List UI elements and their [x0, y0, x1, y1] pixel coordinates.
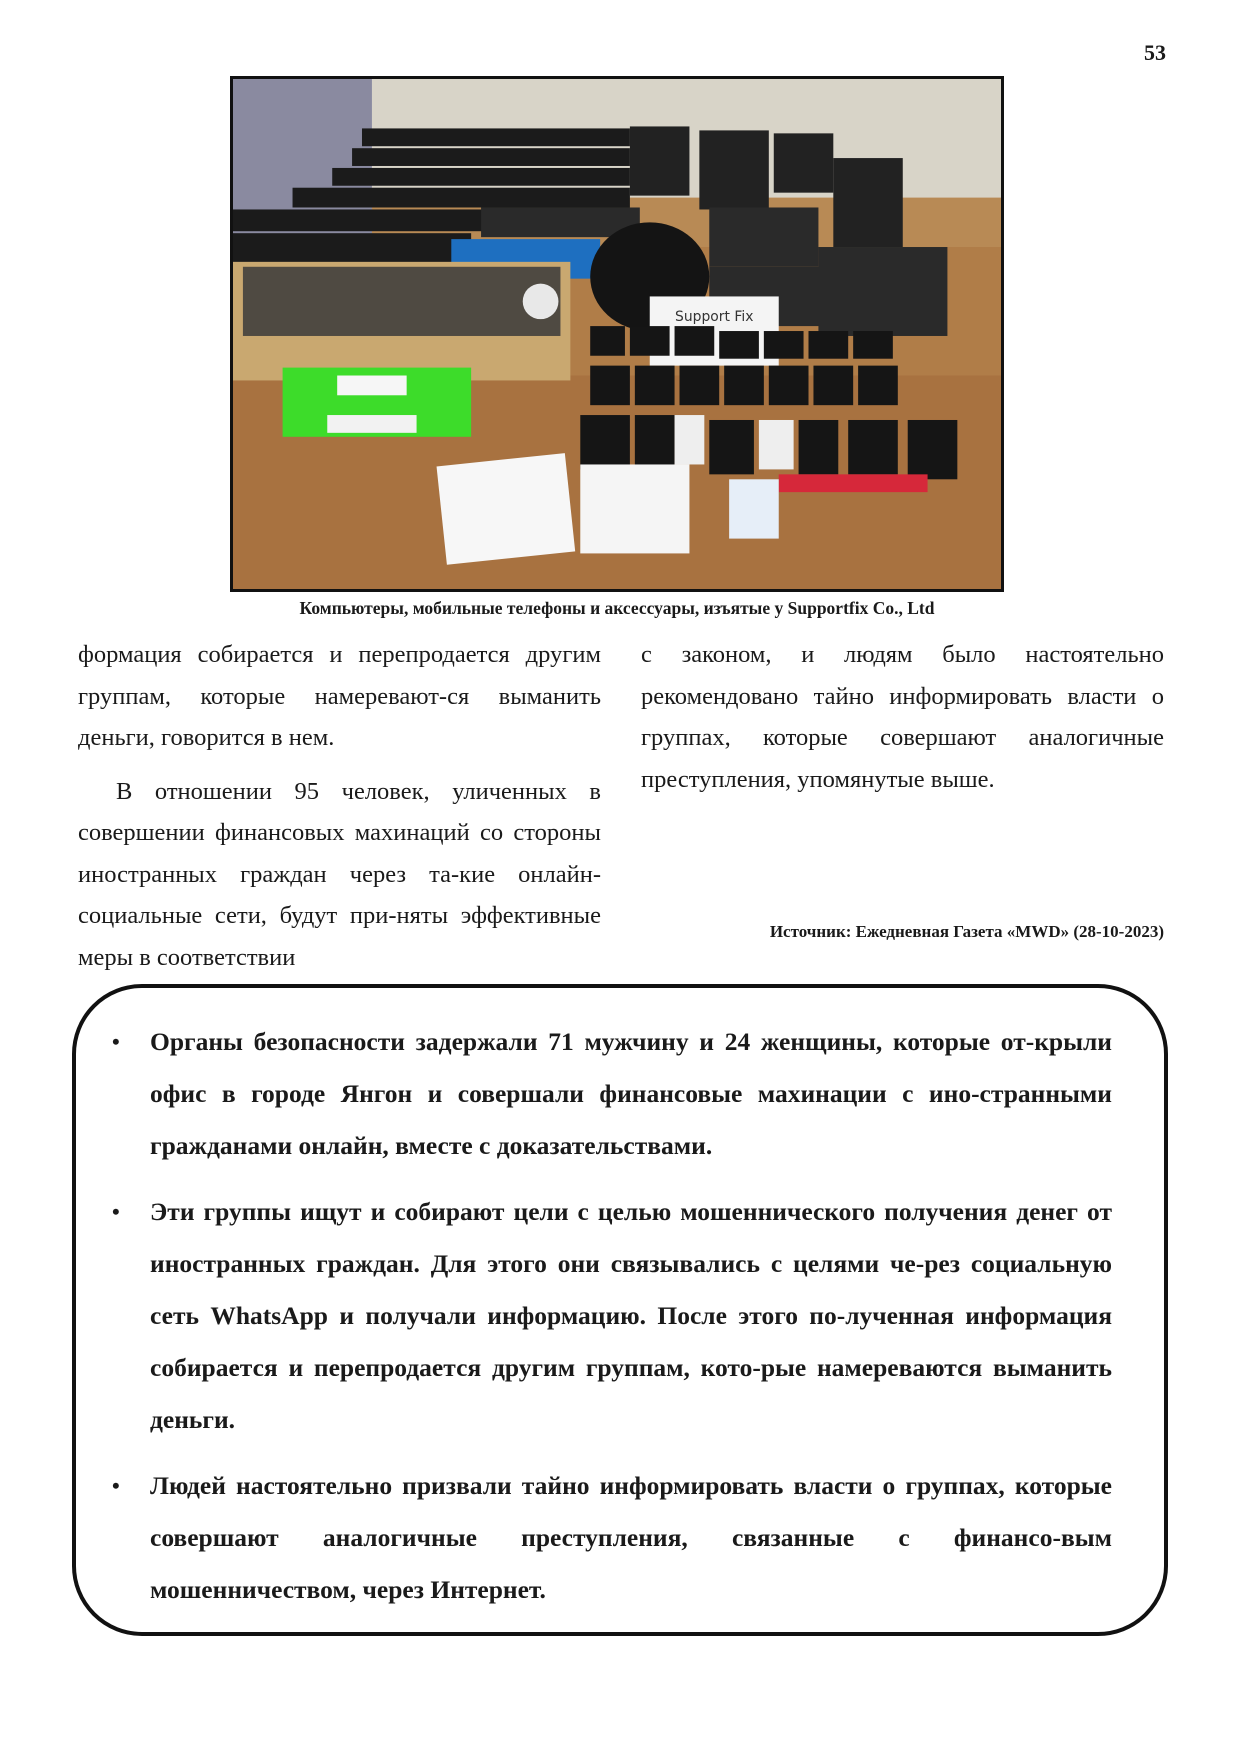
bullet-icon: • [112, 1473, 120, 1498]
page-number: 53 [1144, 40, 1166, 65]
photo-illustration [233, 79, 1001, 589]
summary-item [112, 1460, 1112, 1616]
summary-list [112, 1016, 1112, 1630]
right-column [641, 634, 1164, 812]
photo-sign-text: Support Fix [675, 309, 754, 326]
summary-item-text: Эти группы ищут и собирают цели с целью мошеннического получения денег от иностранных граждан. Для этого они связывались с целями че-рез социальную сеть WhatsApp и получали информацию. После этого по-лученная информация собирается и перепродается другим группам, кото-рые намереваются выманить деньги. [150, 1197, 1112, 1434]
summary-item-text: Людей настоятельно призвали тайно информировать власти о группах, которые совершают аналогичные преступления, связанные с финансо-вым мошенничеством, через Интернет. [150, 1471, 1112, 1604]
summary-item [112, 1186, 1112, 1446]
bullet-icon: • [112, 1029, 120, 1054]
photo-caption: Компьютеры, мобильные телефоны и аксессуары, изъятые у Supportfix Co., Ltd [299, 598, 935, 618]
right-paragraph-1: с законом, и людям было настоятельно рекомендовано тайно информировать власти о группах, которые совершают аналогичные преступления, упомянутые выше. [641, 641, 1164, 793]
summary-box [72, 984, 1168, 1636]
left-paragraph-2: В отношении 95 человек, уличенных в совершении финансовых махинаций со стороны иностранных граждан через та-кие онлайн-социальные сети, будут при-няты эффективные меры в соответствии [78, 777, 601, 971]
summary-item [112, 1016, 1112, 1172]
seized-equipment-photo [230, 76, 1004, 592]
source-citation: Источник: Ежедневная Газета «MWD» (28-10-2023) [769, 922, 1164, 941]
summary-item-text: Органы безопасности задержали 71 мужчину и 24 женщины, которые от-крыли офис в городе Янгон и совершали финансовые махинации с ино-странными гражданами онлайн, вместе с доказательствами. [150, 1027, 1112, 1160]
left-column [78, 634, 601, 990]
bullet-icon: • [112, 1199, 120, 1224]
left-paragraph-1: формация собирается и перепродается другим группам, которые намеревают-ся выманить деньги, говорится в нем. [78, 641, 601, 751]
